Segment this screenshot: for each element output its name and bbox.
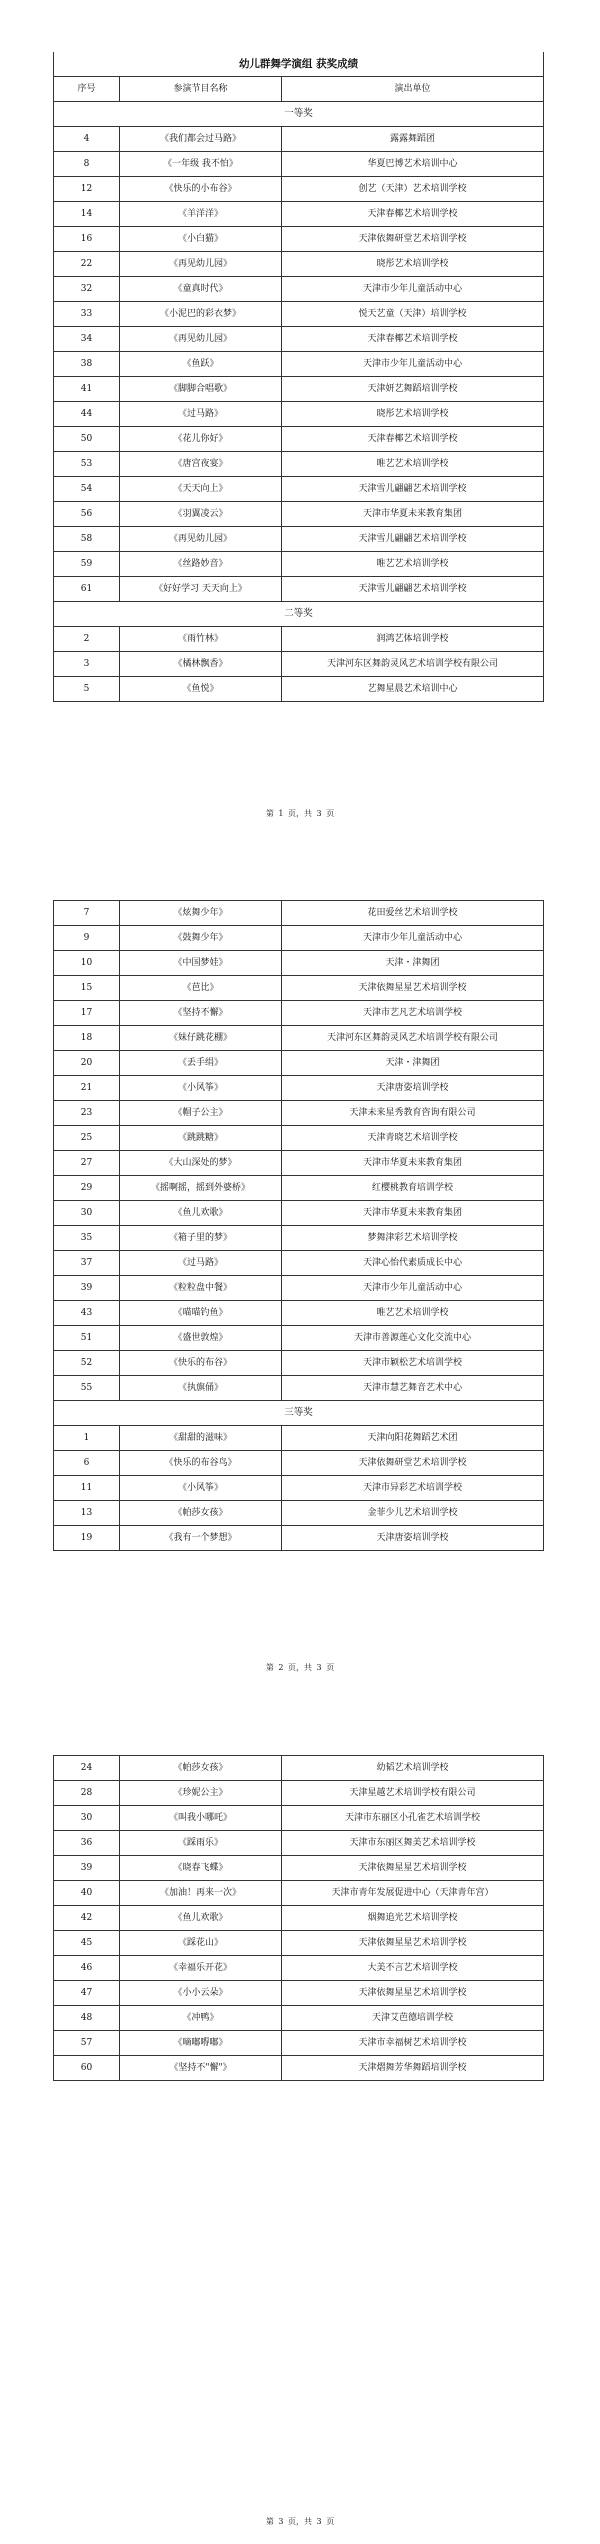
cell-unit: 天津依舞星星艺术培训学校 [282, 976, 544, 1001]
cell-program: 《好好学习 天天向上》 [120, 577, 282, 602]
cell-unit: 天津市东丽区小孔雀艺术培训学校 [282, 1806, 544, 1831]
cell-unit: 唯艺艺术培训学校 [282, 1301, 544, 1326]
cell-no: 39 [54, 1276, 120, 1301]
cell-no: 47 [54, 1981, 120, 2006]
cell-program: 《快乐的布谷》 [120, 1351, 282, 1376]
table-row [54, 1326, 544, 1351]
cell-program: 《加油！再来一次》 [120, 1881, 282, 1906]
cell-no: 17 [54, 1001, 120, 1026]
table-row [54, 252, 544, 277]
cell-program: 《小风筝》 [120, 1476, 282, 1501]
cell-no: 30 [54, 1806, 120, 1831]
cell-unit: 天津雪儿翩翩艺术培训学校 [282, 477, 544, 502]
table-row [54, 1126, 544, 1151]
table-title-row [54, 52, 544, 77]
table-row [54, 527, 544, 552]
cell-no: 5 [54, 677, 120, 702]
cell-no: 23 [54, 1101, 120, 1126]
cell-program: 《过马路》 [120, 1251, 282, 1276]
cell-unit: 天津熠舞芳华舞蹈培训学校 [282, 2056, 544, 2081]
table-row [54, 1806, 544, 1831]
cell-program: 《羊洋洋》 [120, 202, 282, 227]
table-row [54, 227, 544, 252]
cell-program: 《丝路妙音》 [120, 552, 282, 577]
cell-unit: 天津依舞研堂艺术培训学校 [282, 227, 544, 252]
cell-unit: 天津市异彩艺术培训学校 [282, 1476, 544, 1501]
cell-no: 7 [54, 901, 120, 926]
table-row [54, 1526, 544, 1551]
cell-unit: 花田爱丝艺术培训学校 [282, 901, 544, 926]
table-row [54, 1906, 544, 1931]
table-row [54, 1026, 544, 1051]
cell-program: 《盛世敦煌》 [120, 1326, 282, 1351]
award-section-label: 三等奖 [54, 1401, 544, 1426]
cell-unit: 烟舞追光艺术培训学校 [282, 1906, 544, 1931]
cell-unit: 晓彤艺术培训学校 [282, 402, 544, 427]
page-total: 3 [316, 1663, 322, 1672]
cell-program: 《鱼跃》 [120, 352, 282, 377]
page-number: 3 [278, 2517, 284, 2526]
cell-no: 36 [54, 1831, 120, 1856]
table-row [54, 577, 544, 602]
table-row [54, 152, 544, 177]
cell-unit: 天津未来星秀教育咨询有限公司 [282, 1101, 544, 1126]
cell-no: 44 [54, 402, 120, 427]
table-row [54, 1151, 544, 1176]
cell-program: 《再见幼儿园》 [120, 252, 282, 277]
award-section-row [54, 1401, 544, 1426]
cell-program: 《箱子里的梦》 [120, 1226, 282, 1251]
table-row [54, 1051, 544, 1076]
cell-program: 《幸福乐开花》 [120, 1956, 282, 1981]
cell-unit: 天津市少年儿童活动中心 [282, 1276, 544, 1301]
table-row [54, 1176, 544, 1201]
cell-program: 《摇啊摇，摇到外婆桥》 [120, 1176, 282, 1201]
table-row [54, 627, 544, 652]
cell-unit: 幼韬艺术培训学校 [282, 1756, 544, 1781]
cell-no: 1 [54, 1426, 120, 1451]
cell-program: 《帕莎女孩》 [120, 1756, 282, 1781]
cell-program: 《脚脚合唱歌》 [120, 377, 282, 402]
cell-program: 《执旗俑》 [120, 1376, 282, 1401]
cell-unit: 天津春椰艺术培训学校 [282, 327, 544, 352]
cell-program: 《小泥巴的彩衣梦》 [120, 302, 282, 327]
cell-unit: 天津市青年发展促进中心（天津青年宫） [282, 1881, 544, 1906]
cell-no: 28 [54, 1781, 120, 1806]
cell-unit: 天津艾芭德培训学校 [282, 2006, 544, 2031]
table-row [54, 1881, 544, 1906]
cell-unit: 悦天艺童（天津）培训学校 [282, 302, 544, 327]
cell-no: 9 [54, 926, 120, 951]
table-row [54, 377, 544, 402]
cell-no: 22 [54, 252, 120, 277]
cell-unit: 艺舞星晨艺术培训中心 [282, 677, 544, 702]
cell-program: 《快乐的小布谷》 [120, 177, 282, 202]
cell-unit: 天津市幸福树艺术培训学校 [282, 2031, 544, 2056]
cell-unit: 天津市华夏未来教育集团 [282, 502, 544, 527]
cell-program: 《鼓舞少年》 [120, 926, 282, 951]
cell-program: 《过马路》 [120, 402, 282, 427]
table-row [54, 552, 544, 577]
cell-unit: 梦舞津彩艺术培训学校 [282, 1226, 544, 1251]
cell-program: 《帽子公主》 [120, 1101, 282, 1126]
cell-program: 《喵喵钓鱼》 [120, 1301, 282, 1326]
cell-no: 14 [54, 202, 120, 227]
cell-program: 《珍妮公主》 [120, 1781, 282, 1806]
cell-no: 43 [54, 1301, 120, 1326]
cell-no: 41 [54, 377, 120, 402]
cell-no: 34 [54, 327, 120, 352]
cell-unit: 天津市善源莲心文化交流中心 [282, 1326, 544, 1351]
cell-program: 《花儿你好》 [120, 427, 282, 452]
cell-unit: 天津・津舞团 [282, 1051, 544, 1076]
table-row [54, 1981, 544, 2006]
cell-no: 18 [54, 1026, 120, 1051]
table-row [54, 1076, 544, 1101]
cell-no: 61 [54, 577, 120, 602]
cell-unit: 唯艺艺术培训学校 [282, 552, 544, 577]
cell-no: 10 [54, 951, 120, 976]
cell-no: 29 [54, 1176, 120, 1201]
table-row [54, 1351, 544, 1376]
page-footer-2: 第 2 页，共 3 页 [265, 1663, 335, 1672]
table-row [54, 327, 544, 352]
award-section-row [54, 102, 544, 127]
cell-unit: 天津向阳花舞蹈艺术团 [282, 1426, 544, 1451]
table-row [54, 1251, 544, 1276]
awards-table-page-3 [53, 1755, 544, 2081]
table-row [54, 452, 544, 477]
cell-program: 《鱼儿欢歌》 [120, 1201, 282, 1226]
table-row [54, 1426, 544, 1451]
award-section-row [54, 602, 544, 627]
table-row [54, 1476, 544, 1501]
table-row [54, 2031, 544, 2056]
cell-program: 《冲鸭》 [120, 2006, 282, 2031]
cell-program: 《再见幼儿园》 [120, 327, 282, 352]
cell-unit: 天津河东区舞韵灵风艺术培训学校有限公司 [282, 652, 544, 677]
cell-no: 60 [54, 2056, 120, 2081]
cell-program: 《唐宫夜宴》 [120, 452, 282, 477]
cell-no: 35 [54, 1226, 120, 1251]
cell-unit: 天津市少年儿童活动中心 [282, 926, 544, 951]
cell-unit: 天津依舞星星艺术培训学校 [282, 1931, 544, 1956]
cell-no: 50 [54, 427, 120, 452]
cell-no: 58 [54, 527, 120, 552]
awards-table-page-1 [53, 52, 544, 702]
table-row [54, 1501, 544, 1526]
table-row [54, 502, 544, 527]
cell-unit: 天津市少年儿童活动中心 [282, 352, 544, 377]
cell-unit: 天津依舞星星艺术培训学校 [282, 1856, 544, 1881]
table-row [54, 901, 544, 926]
cell-unit: 天津・津舞团 [282, 951, 544, 976]
table-row [54, 926, 544, 951]
cell-program: 《天天向上》 [120, 477, 282, 502]
table-row [54, 1201, 544, 1226]
cell-program: 《我们都会过马路》 [120, 127, 282, 152]
table-row [54, 1781, 544, 1806]
cell-no: 39 [54, 1856, 120, 1881]
cell-no: 55 [54, 1376, 120, 1401]
table-row [54, 427, 544, 452]
cell-no: 15 [54, 976, 120, 1001]
cell-program: 《踩花山》 [120, 1931, 282, 1956]
table-row [54, 951, 544, 976]
cell-no: 51 [54, 1326, 120, 1351]
cell-program: 《晓春飞蝶》 [120, 1856, 282, 1881]
cell-program: 《芭比》 [120, 976, 282, 1001]
cell-no: 20 [54, 1051, 120, 1076]
cell-unit: 天津雪儿翩翩艺术培训学校 [282, 527, 544, 552]
header-unit: 演出单位 [282, 77, 544, 102]
cell-no: 30 [54, 1201, 120, 1226]
cell-unit: 华夏巴博艺术培训中心 [282, 152, 544, 177]
cell-no: 45 [54, 1931, 120, 1956]
cell-no: 37 [54, 1251, 120, 1276]
cell-unit: 大美不言艺术培训学校 [282, 1956, 544, 1981]
cell-unit: 天津青晓艺术培训学校 [282, 1126, 544, 1151]
cell-unit: 天津市艺凡艺术培训学校 [282, 1001, 544, 1026]
cell-program: 《叫我小哪吒》 [120, 1806, 282, 1831]
table-row [54, 1956, 544, 1981]
cell-program: 《踩雨乐》 [120, 1831, 282, 1856]
cell-no: 6 [54, 1451, 120, 1476]
cell-no: 48 [54, 2006, 120, 2031]
cell-program: 《坚持不"懈"》 [120, 2056, 282, 2081]
cell-program: 《丢手绢》 [120, 1051, 282, 1076]
award-section-label: 一等奖 [54, 102, 544, 127]
award-section-label: 二等奖 [54, 602, 544, 627]
page-footer-3: 第 3 页，共 3 页 [265, 2517, 335, 2526]
cell-unit: 天津心怡代素质成长中心 [282, 1251, 544, 1276]
table-row [54, 1001, 544, 1026]
table-row [54, 477, 544, 502]
cell-no: 16 [54, 227, 120, 252]
cell-program: 《坚持不懈》 [120, 1001, 282, 1026]
cell-no: 13 [54, 1501, 120, 1526]
cell-no: 3 [54, 652, 120, 677]
cell-unit: 露露舞蹈团 [282, 127, 544, 152]
cell-program: 《大山深处的梦》 [120, 1151, 282, 1176]
cell-program: 《羽翼凌云》 [120, 502, 282, 527]
cell-unit: 天津市华夏未来教育集团 [282, 1201, 544, 1226]
table-row [54, 1856, 544, 1881]
cell-unit: 天津唐姿培训学校 [282, 1526, 544, 1551]
cell-program: 《小小云朵》 [120, 1981, 282, 2006]
cell-unit: 唯艺艺术培训学校 [282, 452, 544, 477]
cell-program: 《妹仔跳花棚》 [120, 1026, 282, 1051]
table-row [54, 1376, 544, 1401]
cell-program: 《甜甜的滋味》 [120, 1426, 282, 1451]
table-row [54, 177, 544, 202]
table-row [54, 202, 544, 227]
cell-program: 《快乐的布谷鸟》 [120, 1451, 282, 1476]
page-footer-1: 第 1 页，共 3 页 [265, 809, 335, 818]
cell-no: 57 [54, 2031, 120, 2056]
cell-no: 2 [54, 627, 120, 652]
cell-unit: 天津春椰艺术培训学校 [282, 427, 544, 452]
table-row [54, 1756, 544, 1781]
header-program: 参演节目名称 [120, 77, 282, 102]
cell-program: 《雨竹林》 [120, 627, 282, 652]
awards-table-page-2 [53, 900, 544, 1551]
cell-unit: 天津河东区舞韵灵风艺术培训学校有限公司 [282, 1026, 544, 1051]
table-row [54, 352, 544, 377]
page-title: 幼儿群舞学演组 获奖成绩 [54, 52, 544, 77]
cell-no: 52 [54, 1351, 120, 1376]
table-header-row [54, 77, 544, 102]
cell-no: 27 [54, 1151, 120, 1176]
page-number: 2 [278, 1663, 284, 1672]
cell-unit: 金菲少儿艺术培训学校 [282, 1501, 544, 1526]
cell-program: 《一年级 我不怕》 [120, 152, 282, 177]
cell-no: 32 [54, 277, 120, 302]
cell-no: 24 [54, 1756, 120, 1781]
cell-no: 38 [54, 352, 120, 377]
table-row [54, 302, 544, 327]
cell-program: 《中国梦娃》 [120, 951, 282, 976]
cell-no: 54 [54, 477, 120, 502]
cell-unit: 天津市颖松艺术培训学校 [282, 1351, 544, 1376]
table-row [54, 1101, 544, 1126]
cell-no: 25 [54, 1126, 120, 1151]
table-row [54, 677, 544, 702]
cell-no: 53 [54, 452, 120, 477]
cell-program: 《童真时代》 [120, 277, 282, 302]
cell-no: 19 [54, 1526, 120, 1551]
cell-no: 40 [54, 1881, 120, 1906]
cell-no: 46 [54, 1956, 120, 1981]
cell-no: 42 [54, 1906, 120, 1931]
page-total: 3 [316, 809, 322, 818]
header-no: 序号 [54, 77, 120, 102]
cell-no: 21 [54, 1076, 120, 1101]
cell-unit: 天津市慧艺舞音艺术中心 [282, 1376, 544, 1401]
cell-unit: 红樱桃教育培训学校 [282, 1176, 544, 1201]
cell-unit: 天津市少年儿童活动中心 [282, 277, 544, 302]
cell-unit: 天津妍艺舞蹈培训学校 [282, 377, 544, 402]
table-row [54, 652, 544, 677]
cell-unit: 天津雪儿翩翩艺术培训学校 [282, 577, 544, 602]
cell-program: 《再见幼儿园》 [120, 527, 282, 552]
table-row [54, 2056, 544, 2081]
cell-program: 《跳跳糖》 [120, 1126, 282, 1151]
cell-unit: 天津春椰艺术培训学校 [282, 202, 544, 227]
cell-no: 33 [54, 302, 120, 327]
table-row [54, 1931, 544, 1956]
cell-unit: 天津依舞研堂艺术培训学校 [282, 1451, 544, 1476]
table-row [54, 1276, 544, 1301]
table-row [54, 1301, 544, 1326]
cell-unit: 创艺（天津）艺术培训学校 [282, 177, 544, 202]
cell-unit: 天津唐姿培训学校 [282, 1076, 544, 1101]
table-row [54, 402, 544, 427]
cell-program: 《炫舞少年》 [120, 901, 282, 926]
cell-program: 《嘀嘟嘚嘟》 [120, 2031, 282, 2056]
cell-program: 《橘林飘香》 [120, 652, 282, 677]
cell-no: 11 [54, 1476, 120, 1501]
cell-program: 《我有一个梦想》 [120, 1526, 282, 1551]
table-row [54, 1831, 544, 1856]
table-row [54, 277, 544, 302]
cell-unit: 天津星越艺术培训学校有限公司 [282, 1781, 544, 1806]
page-total: 3 [316, 2517, 322, 2526]
table-row [54, 2006, 544, 2031]
cell-unit: 晓彤艺术培训学校 [282, 252, 544, 277]
cell-program: 《帕莎女孩》 [120, 1501, 282, 1526]
cell-unit: 天津依舞星星艺术培训学校 [282, 1981, 544, 2006]
cell-no: 8 [54, 152, 120, 177]
table-row [54, 1226, 544, 1251]
table-row [54, 976, 544, 1001]
cell-program: 《鱼悦》 [120, 677, 282, 702]
cell-program: 《小风筝》 [120, 1076, 282, 1101]
cell-program: 《小白猫》 [120, 227, 282, 252]
cell-no: 4 [54, 127, 120, 152]
cell-unit: 天津市东丽区舞美艺术培训学校 [282, 1831, 544, 1856]
table-row [54, 127, 544, 152]
cell-no: 59 [54, 552, 120, 577]
cell-no: 12 [54, 177, 120, 202]
cell-unit: 天津市华夏未来教育集团 [282, 1151, 544, 1176]
cell-program: 《鱼儿欢歌》 [120, 1906, 282, 1931]
page-number: 1 [278, 809, 284, 818]
cell-program: 《粒粒盘中餐》 [120, 1276, 282, 1301]
table-row [54, 1451, 544, 1476]
cell-unit: 润鸿艺体培训学校 [282, 627, 544, 652]
cell-no: 56 [54, 502, 120, 527]
